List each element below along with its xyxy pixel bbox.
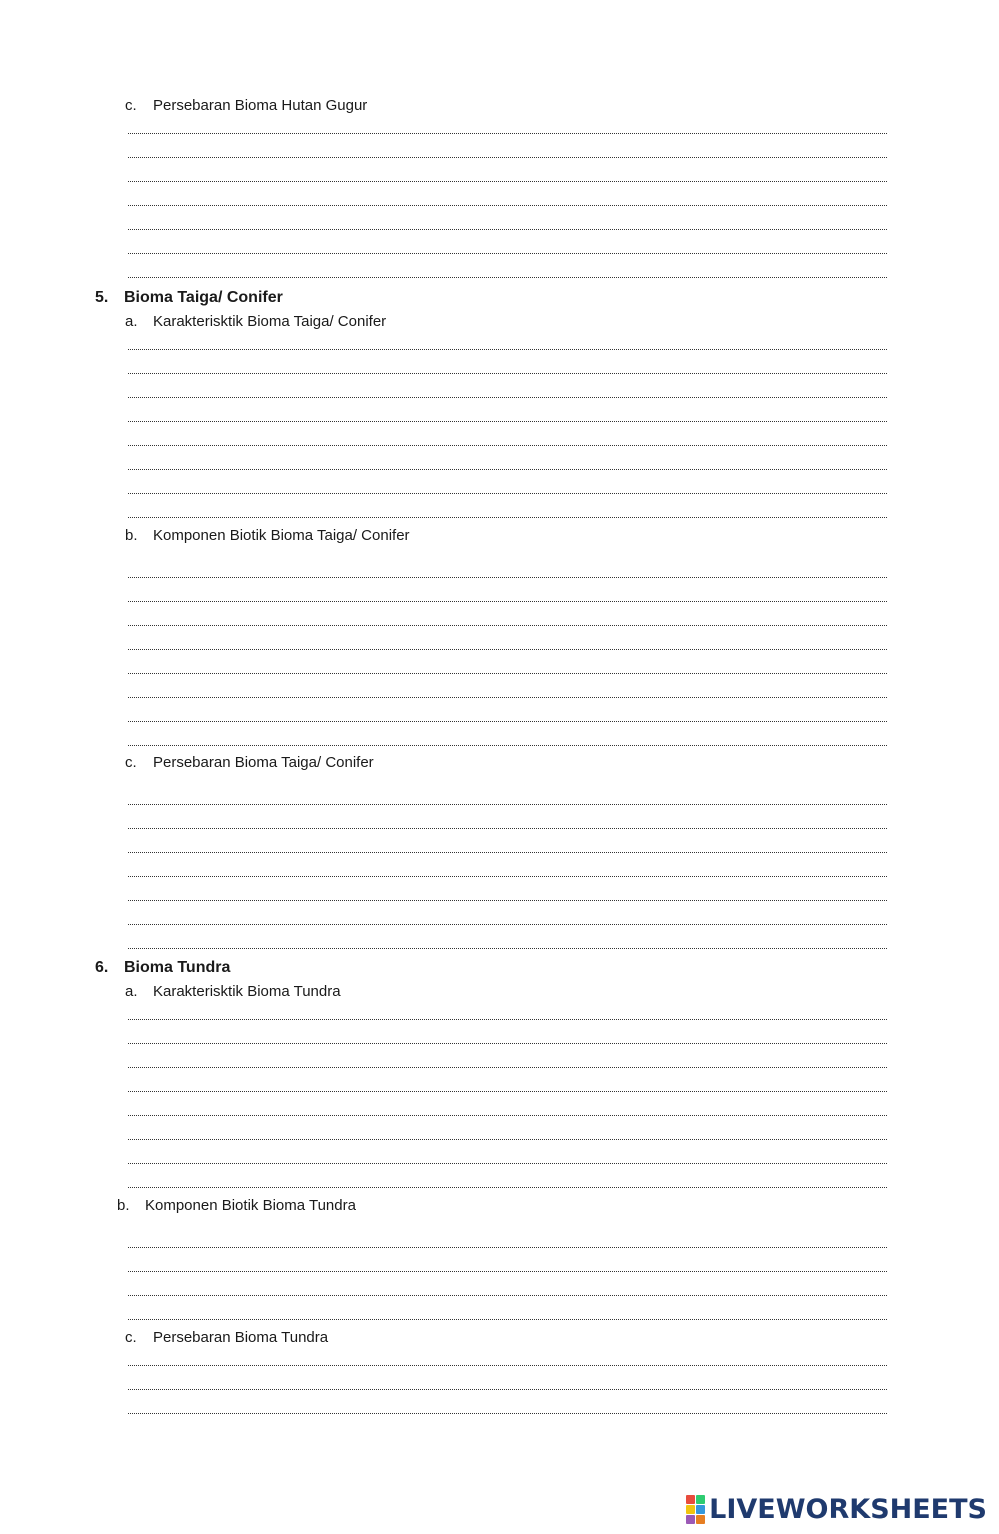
subsection-5b-heading: [125, 527, 410, 545]
subsection-5a-heading: [125, 313, 386, 331]
answer-line[interactable]: [128, 948, 887, 949]
answer-line[interactable]: [128, 577, 887, 578]
answer-line[interactable]: [128, 673, 887, 674]
answer-line[interactable]: [128, 421, 887, 422]
subsection-title: Komponen Biotik Bioma Tundra: [145, 1197, 356, 1214]
subsection-6c-heading: [125, 1329, 328, 1347]
answer-line[interactable]: [128, 133, 887, 134]
answer-line[interactable]: [128, 1091, 887, 1092]
answer-line[interactable]: [128, 229, 887, 230]
answer-line[interactable]: [128, 697, 887, 698]
answer-line[interactable]: [128, 493, 887, 494]
subsection-title: Persebaran Bioma Taiga/ Conifer: [153, 754, 374, 771]
logo-tile: [686, 1495, 695, 1504]
answer-line[interactable]: [128, 745, 887, 746]
answer-line[interactable]: [128, 900, 887, 901]
answer-line[interactable]: [128, 1295, 887, 1296]
subsection-title: Komponen Biotik Bioma Taiga/ Conifer: [153, 527, 410, 544]
logo-tile: [686, 1505, 695, 1514]
answer-line[interactable]: [128, 253, 887, 254]
logo-tile: [696, 1515, 705, 1524]
answer-line[interactable]: [128, 517, 887, 518]
answer-line[interactable]: [128, 1413, 887, 1414]
answer-line[interactable]: [128, 625, 887, 626]
answer-line[interactable]: [128, 924, 887, 925]
logo-tile: [696, 1505, 705, 1514]
answer-line[interactable]: [128, 804, 887, 805]
answer-line[interactable]: [128, 1019, 887, 1020]
answer-line[interactable]: [128, 601, 887, 602]
liveworksheets-logo[interactable]: [686, 1493, 987, 1525]
answer-line[interactable]: [128, 1247, 887, 1248]
subsection-letter: c.: [125, 97, 137, 114]
answer-line[interactable]: [128, 721, 887, 722]
answer-line[interactable]: [128, 1067, 887, 1068]
answer-line[interactable]: [128, 469, 887, 470]
answer-line[interactable]: [128, 205, 887, 206]
answer-line[interactable]: [128, 181, 887, 182]
subsection-6a-heading: [125, 983, 341, 1001]
answer-line[interactable]: [128, 1139, 887, 1140]
answer-line[interactable]: [128, 349, 887, 350]
answer-line[interactable]: [128, 1389, 887, 1390]
subsection-5c-heading: [125, 754, 374, 772]
answer-line[interactable]: [128, 373, 887, 374]
logo-tile: [696, 1495, 705, 1504]
brand-name: LIVEWORKSHEETS: [709, 1493, 987, 1525]
section-title: Bioma Taiga/ Conifer: [124, 289, 283, 306]
subsection-letter: c.: [125, 1329, 137, 1346]
answer-line[interactable]: [128, 1271, 887, 1272]
answer-line[interactable]: [128, 649, 887, 650]
answer-line[interactable]: [128, 852, 887, 853]
section-title: Bioma Tundra: [124, 959, 231, 976]
subsection-letter: b.: [117, 1197, 130, 1214]
subsection-title: Persebaran Bioma Hutan Gugur: [153, 97, 368, 114]
subsection-title: Persebaran Bioma Tundra: [153, 1329, 329, 1346]
answer-line[interactable]: [128, 1365, 887, 1366]
subsection-title: Karakterisktik Bioma Tundra: [153, 983, 341, 1000]
subsection-letter: c.: [125, 754, 137, 771]
answer-line[interactable]: [128, 876, 887, 877]
subsection-letter: a.: [125, 983, 138, 1000]
subsection-6b-heading: [117, 1197, 356, 1215]
subsection-letter: b.: [125, 527, 138, 544]
answer-line[interactable]: [128, 1319, 887, 1320]
subsection-title: Karakterisktik Bioma Taiga/ Conifer: [153, 313, 387, 330]
section-number: 6.: [95, 959, 109, 976]
section-6-heading: [95, 958, 230, 978]
logo-icon: [686, 1495, 705, 1524]
answer-line[interactable]: [128, 445, 887, 446]
answer-line[interactable]: [128, 828, 887, 829]
section-5-heading: [95, 288, 283, 308]
answer-line[interactable]: [128, 1043, 887, 1044]
answer-line[interactable]: [128, 1187, 887, 1188]
subsection-4c-heading: [125, 97, 367, 115]
answer-line[interactable]: [128, 1115, 887, 1116]
answer-line[interactable]: [128, 1163, 887, 1164]
answer-line[interactable]: [128, 157, 887, 158]
section-number: 5.: [95, 289, 109, 306]
logo-tile: [686, 1515, 695, 1524]
subsection-letter: a.: [125, 313, 138, 330]
answer-line[interactable]: [128, 277, 887, 278]
answer-line[interactable]: [128, 397, 887, 398]
